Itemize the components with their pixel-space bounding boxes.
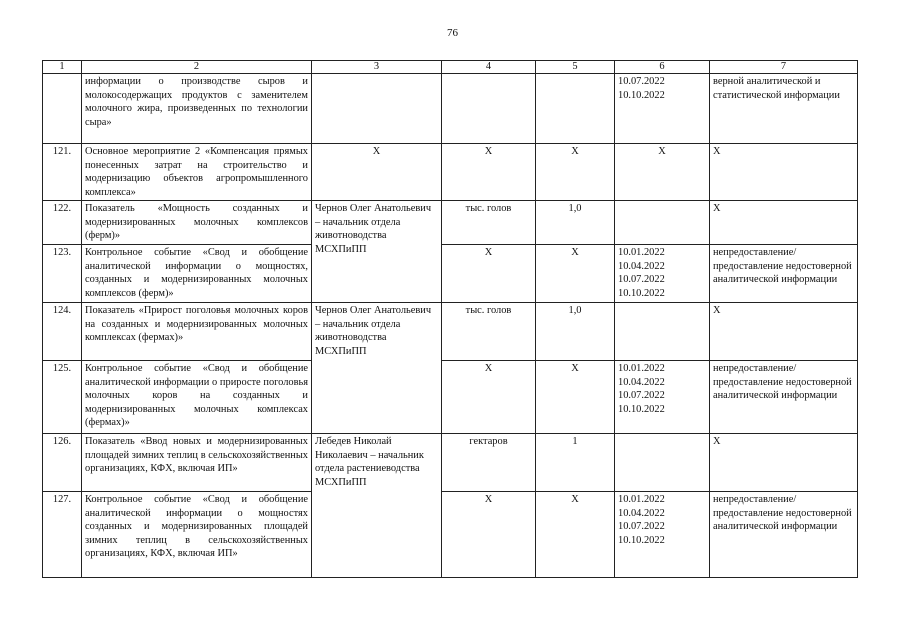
row-risk: X [710, 144, 858, 201]
row-dates [615, 201, 710, 245]
row-unit [442, 74, 536, 144]
col-header-2: 2 [82, 61, 312, 74]
row-value: X [536, 361, 615, 434]
row-risk: непредоставление/ предоставление недостоверной аналитической информации [710, 245, 858, 303]
plan-table [42, 60, 858, 578]
col-header-4: 4 [442, 61, 536, 74]
date-line: 10.07.2022 [618, 76, 665, 87]
table-row [43, 303, 858, 361]
row-unit: тыс. голов [442, 303, 536, 361]
date-line: 10.10.2022 [618, 287, 665, 299]
col-header-3: 3 [312, 61, 442, 74]
table-row [43, 144, 858, 201]
row-value: X [536, 492, 615, 578]
table-row [43, 201, 858, 245]
table-row [43, 245, 858, 303]
table-row [43, 74, 858, 144]
row-dates [615, 361, 710, 434]
row-responsible: Чернов Олег Анатольевич – начальник отдела животноводства МСХПиПП [312, 303, 442, 434]
row-description: Показатель «Мощность созданных и модернизированных молочных комплексов (ферм)» [82, 201, 312, 245]
row-risk: непредоставление/ предоставление недостоверной аналитической информации [710, 361, 858, 434]
table-row [43, 492, 858, 578]
col-header-7: 7 [710, 61, 858, 74]
row-number: 124. [43, 303, 82, 361]
row-number: 125. [43, 361, 82, 434]
row-risk: X [710, 303, 858, 361]
row-description: Основное мероприятие 2 «Компенсация прямых понесенных затрат на строительство и модернизацию объектов агропромышленного комплекса» [82, 144, 312, 201]
row-risk: верной аналитической и статистической информации [710, 74, 858, 144]
col-header-5: 5 [536, 61, 615, 74]
date-line: 10.04.2022 [618, 260, 665, 272]
row-unit: X [442, 492, 536, 578]
row-unit: X [442, 144, 536, 201]
row-description: Показатель «Прирост поголовья молочных коров на созданных и модернизированных молочных комплексах (фермах)» [82, 303, 312, 361]
row-risk: X [710, 201, 858, 245]
date-line: 10.07.2022 [618, 390, 665, 402]
row-dates [615, 434, 710, 492]
date-line: 10.10.2022 [618, 89, 665, 101]
row-unit: X [442, 361, 536, 434]
row-dates [615, 303, 710, 361]
date-line: X [658, 146, 666, 157]
row-responsible: Лебедев Николай Николаевич – начальник отдела растениеводства МСХПиПП [312, 434, 442, 578]
row-risk: непредоставление/ предоставление недостоверной аналитической информации [710, 492, 858, 578]
col-header-6: 6 [615, 61, 710, 74]
row-responsible: Чернов Олег Анатольевич – начальник отдела животноводства МСХПиПП [312, 201, 442, 303]
row-unit: X [442, 245, 536, 303]
date-line: 10.01.2022 [618, 494, 665, 505]
row-description: Показатель «Ввод новых и модернизированных площадей зимних теплиц в сельскохозяйственных организациях, КФХ, включая ИП» [82, 434, 312, 492]
row-value: X [536, 144, 615, 201]
row-responsible: X [312, 144, 442, 201]
row-number: 122. [43, 201, 82, 245]
row-dates [615, 245, 710, 303]
date-line: 10.04.2022 [618, 507, 665, 519]
row-responsible [312, 74, 442, 144]
col-header-1: 1 [43, 61, 82, 74]
row-number: 127. [43, 492, 82, 578]
row-value [536, 74, 615, 144]
row-value: X [536, 245, 615, 303]
row-value: 1 [536, 434, 615, 492]
page-number: 76 [447, 27, 458, 39]
row-value: 1,0 [536, 201, 615, 245]
date-line: 10.07.2022 [618, 274, 665, 286]
row-number: 121. [43, 144, 82, 201]
row-description: информации о производстве сыров и молокосодержащих продуктов с заменителем молочного жира, произведенных по технологии сыра» [82, 74, 312, 144]
table-row [43, 361, 858, 434]
row-value: 1,0 [536, 303, 615, 361]
row-dates [615, 144, 710, 201]
row-description: Контрольное событие «Свод и обобщение аналитической информации о приросте поголовья молочных коров на созданных и модернизированных молочных комплексах (фермах)» [82, 361, 312, 434]
row-number: 123. [43, 245, 82, 303]
row-risk: X [710, 434, 858, 492]
row-description: Контрольное событие «Свод и обобщение аналитической информации о мощностях, созданных и модернизированных молочных комплексов (ферм)» [82, 245, 312, 303]
row-number [43, 74, 82, 144]
date-line: 10.10.2022 [618, 403, 665, 415]
row-description: Контрольное событие «Свод и обобщение аналитической информации о мощностях созданных и модернизированных площадей зимних теплиц в сельскохозяйственных организациях, КФХ, включая ИП» [82, 492, 312, 578]
header-row [43, 61, 858, 74]
row-number: 126. [43, 434, 82, 492]
row-unit: гектаров [442, 434, 536, 492]
date-line: 10.10.2022 [618, 534, 665, 546]
table-row [43, 434, 858, 492]
date-line: 10.01.2022 [618, 247, 665, 258]
row-unit: тыс. голов [442, 201, 536, 245]
date-line: 10.07.2022 [618, 521, 665, 533]
date-line: 10.04.2022 [618, 376, 665, 388]
date-line: 10.01.2022 [618, 363, 665, 374]
row-dates [615, 74, 710, 144]
row-dates [615, 492, 710, 578]
